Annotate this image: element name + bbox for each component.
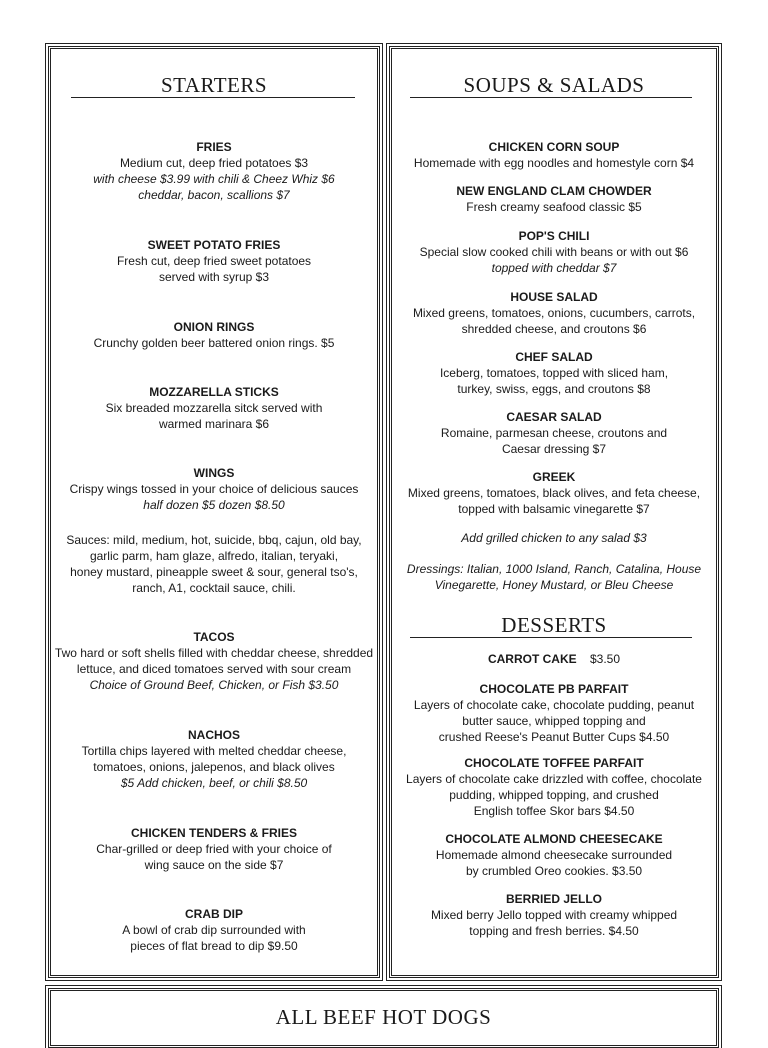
item-desc: by crumbled Oreo cookies. $3.50 [465,864,643,878]
desserts-title-rule [410,637,692,638]
menu-item-onion-rings [51,319,377,351]
sauces-line: honey mustard, pineapple sweet & sour, general tso's, [70,565,358,579]
starters-panel [48,46,380,978]
item-desc: with cheese $3.99 with chili & Cheez Whiz $6 [93,172,335,186]
menu-item-pb-parfait [392,681,716,745]
item-desc: Char-grilled or deep fried with your choice of [96,842,332,856]
item-desc: Tortilla chips layered with melted cheddar cheese, [81,744,347,758]
item-name: GREEK [532,470,576,484]
item-desc: half dozen $5 dozen $8.50 [143,498,285,512]
menu-item-chef-salad [392,349,716,397]
item-desc: Fresh creamy seafood classic $5 [466,200,642,214]
item-desc: warmed marinara $6 [158,417,270,431]
item-desc: butter sauce, whipped topping and [462,714,646,728]
item-desc: Layers of chocolate cake, chocolate pudding, peanut [413,698,695,712]
item-desc: Two hard or soft shells filled with cheddar cheese, shredded [54,646,374,660]
menu-item-clam-chowder [392,183,716,215]
dressings-note [392,561,716,593]
menu-item-pops-chili [392,228,716,276]
item-desc: A bowl of crab dip surrounded with [122,923,306,937]
item-name: CHICKEN TENDERS & FRIES [130,826,297,840]
menu-item-caesar-salad [392,409,716,457]
item-desc: pieces of flat bread to dip $9.50 [130,939,298,953]
soups-salads-panel [389,46,719,978]
menu-item-tacos [51,629,377,693]
item-name: CRAB DIP [184,907,243,921]
item-desc: lettuce, and diced tomatoes served with sour cream [76,662,352,676]
item-desc: wing sauce on the side $7 [144,858,284,872]
hot-dogs-panel [48,988,719,1048]
item-desc: Mixed berry Jello topped with creamy whipped [430,908,678,922]
wings-sauces [51,532,377,596]
sauces-line: ranch, A1, cocktail sauce, chili. [132,581,296,595]
menu-item-fries [51,139,377,203]
item-name: NACHOS [187,728,240,742]
item-name: ONION RINGS [173,320,255,334]
menu-item-crab-dip [51,906,377,954]
item-desc: shredded cheese, and croutons $6 [461,322,647,336]
item-desc: pudding, whipped topping, and crushed [449,788,659,802]
item-desc: Homemade with egg noodles and homestyle corn $4 [413,156,695,170]
menu-item-house-salad [392,289,716,337]
item-desc: Romaine, parmesan cheese, croutons and [440,426,668,440]
item-desc: $5 Add chicken, beef, or chili $8.50 [120,776,308,790]
item-name: POP'S CHILI [518,229,590,243]
item-name: CARROT CAKE [487,652,577,666]
menu-item-mozzarella-sticks [51,384,377,432]
item-desc: Mixed greens, tomatoes, black olives, and feta cheese, [407,486,701,500]
item-desc: turkey, swiss, eggs, and croutons $8 [457,382,651,396]
item-desc: topping and fresh berries. $4.50 [469,924,639,938]
item-name: CHICKEN CORN SOUP [488,140,620,154]
item-name: CHEF SALAD [515,350,593,364]
item-desc: Layers of chocolate cake drizzled with coffee, chocolate [406,772,702,786]
menu-item-wings [51,465,377,513]
soups-salads-title-rule [410,97,692,98]
item-name: NEW ENGLAND CLAM CHOWDER [456,184,652,198]
starters-title-rule [71,97,355,98]
menu-item-chicken-tenders [51,825,377,873]
item-desc: Fresh cut, deep fried sweet potatoes [116,254,312,268]
item-desc: Special slow cooked chili with beans or with out $6 [419,245,689,259]
item-name: CAESAR SALAD [506,410,602,424]
item-desc: Six breaded mozzarella sitck served with [105,401,323,415]
sauces-line: garlic parm, ham glaze, alfredo, italian, teryaki, [89,549,339,563]
item-name: CHOCOLATE PB PARFAIT [479,682,629,696]
item-name: FRIES [196,140,232,154]
item-desc: Crunchy golden beer battered onion rings. $5 [93,336,335,350]
item-desc: cheddar, bacon, scallions $7 [138,188,290,202]
item-desc: served with syrup $3 [158,270,270,284]
item-desc: topped with balsamic vinegarette $7 [458,502,650,516]
item-desc: English toffee Skor bars $4.50 [473,804,635,818]
menu-item-berried-jello [392,891,716,939]
item-price: $3.50 [589,652,621,666]
soups-salads-title: SOUPS & SALADS [463,73,645,97]
item-name: WINGS [193,466,235,480]
menu-item-carrot-cake [392,651,716,667]
item-desc: crushed Reese's Peanut Butter Cups $4.50 [438,730,670,744]
item-desc: Medium cut, deep fried potatoes $3 [119,156,309,170]
item-name: CHOCOLATE TOFFEE PARFAIT [464,756,644,770]
item-desc: Choice of Ground Beef, Chicken, or Fish $3.50 [89,678,339,692]
menu-item-sweet-potato-fries [51,237,377,285]
item-desc: Homemade almond cheesecake surrounded [435,848,673,862]
menu-item-almond-cheesecake [392,831,716,879]
menu-item-greek-salad [392,469,716,517]
item-name: MOZZARELLA STICKS [149,385,279,399]
item-name: SWEET POTATO FRIES [147,238,281,252]
dressings-line: Dressings: Italian, 1000 Island, Ranch, Catalina, House [406,562,702,576]
item-name: HOUSE SALAD [510,290,598,304]
desserts-title: DESSERTS [501,613,607,637]
menu-item-nachos [51,727,377,791]
item-name: TACOS [193,630,235,644]
starters-title: STARTERS [160,73,268,97]
item-desc: topped with cheddar $7 [491,261,617,275]
item-desc: Caesar dressing $7 [501,442,607,456]
menu-item-chicken-corn-soup [392,139,716,171]
add-chicken-note: Add grilled chicken to any salad $3 [461,531,647,545]
menu-item-toffee-parfait [392,755,716,819]
item-desc: Iceberg, tomatoes, topped with sliced ham, [439,366,669,380]
item-name: BERRIED JELLO [505,892,602,906]
dressings-line: Vinegarette, Honey Mustard, or Bleu Cheese [434,578,674,592]
sauces-line: Sauces: mild, medium, hot, suicide, bbq, cajun, old bay, [66,533,362,547]
item-desc: Mixed greens, tomatoes, onions, cucumbers, carrots, [412,306,696,320]
item-desc: tomatoes, onions, jalepenos, and black olives [93,760,335,774]
item-name: CHOCOLATE ALMOND CHEESECAKE [445,832,663,846]
hot-dogs-title: ALL BEEF HOT DOGS [275,1005,492,1029]
item-desc: Crispy wings tossed in your choice of delicious sauces [69,482,359,496]
